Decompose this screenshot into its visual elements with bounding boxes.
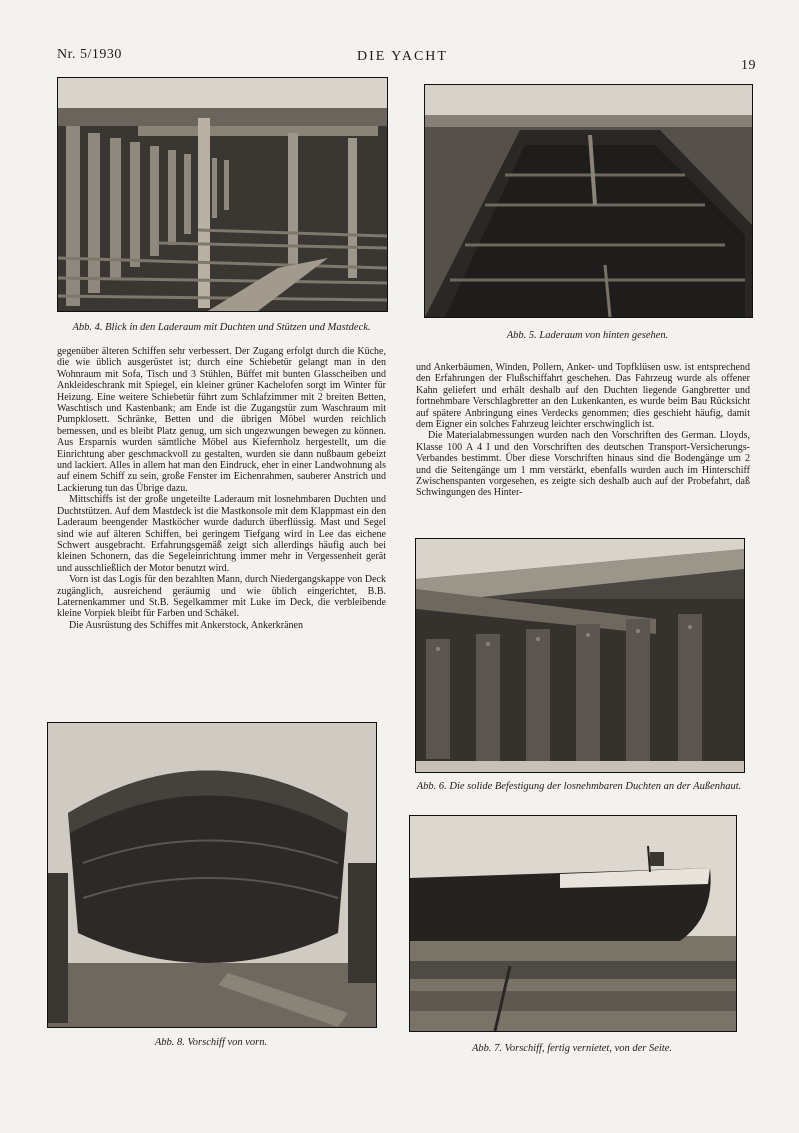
left-paragraph-3: Vorn ist das Logis für den bezahlten Mann, durch Niedergangskappe von Deck zugänglich, ausreichend geräumig und wie üblich eingerichtet, B.B. Laternenkammer und St.B. Segelkammer mit Luke im Deck, die verbleibende kleine Vorpiek bleibt für Farben und Schäkel.	[57, 574, 386, 620]
issue-number: Nr. 5/1930	[57, 47, 122, 62]
photo-bow-from-front	[47, 722, 377, 1028]
caption-abb8: Abb. 8. Vorschiff von vorn.	[154, 1037, 268, 1048]
page-number: 19	[741, 58, 756, 73]
left-paragraph-2: Mittschiffs ist der große ungeteilte Laderaum mit losnehmbaren Duchten und Duchtstützen. Auf dem Mastdeck ist die Mastkonsole mit dem Klappmast ein den Laderaum beengender Mastköcher wurde dadurch überflüssig. Mast und Segel sind wie auf älteren Schiffen, bei geringem Tiefgang wird in Lee das eichene Schwert ausgebracht. Erfahrungsgemäß zeigt sich allerdings häufig auch bei kleinen Schonern, das die Segeleinrichtung immer mehr in Vergessenheit gerät und ausschließlich der Motor benutzt wird.	[57, 494, 386, 574]
right-paragraph-1: und Ankerbäumen, Winden, Pollern, Anker- und Topfklüsen usw. ist entsprechend den Erfahrungen der Flußschiffahrt geschehen. Das Fahrzeug wurde als offener Kahn geliefert und erhält deshalb auf den Duchten liegende Gangbretter und fortnehmbare Verschlagbretter an den Lukenkanten, es wurde beim Bau Rücksicht auf spätere Anbringung eines Verdecks genommen; dies geschieht häufig, damit dem Eigner ein solches Fahrzeug leichter erschwinglich ist.	[416, 362, 750, 431]
caption-abb4: Abb. 4. Blick in den Laderaum mit Duchten und Stützen und Mastdeck.	[72, 322, 371, 333]
photo-bow-from-side	[409, 815, 737, 1032]
caption-abb7: Abb. 7. Vorschiff, fertig vernietet, von der Seite.	[471, 1043, 673, 1054]
caption-abb6: Abb. 6. Die solide Befestigung der losnehmbaren Duchten an der Außenhaut.	[416, 781, 742, 792]
left-paragraph-4: Die Ausrüstung des Schiffes mit Ankerstock, Ankerkränen	[69, 619, 303, 631]
left-column-text	[57, 346, 386, 631]
left-paragraph-1: gegenüber älteren Schiffen sehr verbessert. Der Zugang erfolgt durch die Küche, die wie üblich ausgerüstet ist; durch eine Schiebetür gelangt man in den Wohnraum mit Sofa, Tisch und 3 Stühlen, Büffet mit bunten Glasscheiben und Ankleideschrank mit Spiegel, ein kleiner grüner Kachelofen sorgt im Winter für Heizung. Eine weitere Schiebetür führt zum Schlafzimmer mit 2 breiten Betten, Waschtisch und Kastenbank; am Ende ist die Zugangstür zum Waschraum mit Pumpklosett. Schränke, Betten und die übrigen Möbel wurden reichlich bemessen, und es bleibt Platz genug, um sich ungezwungen bewegen zu können. Aus Ersparnis wurden sämtliche Möbel aus Kiefernholz hergestellt, um die Einrichtung aber geschmackvoll zu gestalten, wurden sie dann nußbaum gebeizt und lackiert. Alles in allem hat man den Eindruck, eher in einer Landwohnung als auf einem Schiff zu sein, große Fenster im Eichenrahmen, sauberer Anstrich und Lackierung tun das Übrige dazu.	[57, 346, 386, 494]
photo-cargo-hold-from-stern	[424, 84, 753, 318]
right-column-text	[416, 362, 750, 499]
photo-thwart-fastening	[415, 538, 745, 773]
right-paragraph-2: Die Materialabmessungen wurden nach den Vorschriften des German. Lloyds, Klasse 100 A 4 I und den Vorschriften des deutschen Transport-Versicherungs-Verbandes bestimmt. Über diese Vorschriften hinaus sind die Bodengänge um 2 und die Seitengänge um 1 mm verstärkt, ebenfalls wurden auch im Hinterschiff Zwischenspanten vorgesehen, es zeigte sich deshalb auch auf der Probefahrt, daß Schwingungen des Hinter-	[416, 430, 750, 499]
photo-cargo-hold-thwarts	[57, 77, 388, 312]
magazine-title: DIE YACHT	[357, 49, 448, 64]
caption-abb5: Abb. 5. Laderaum von hinten gesehen.	[506, 330, 669, 341]
